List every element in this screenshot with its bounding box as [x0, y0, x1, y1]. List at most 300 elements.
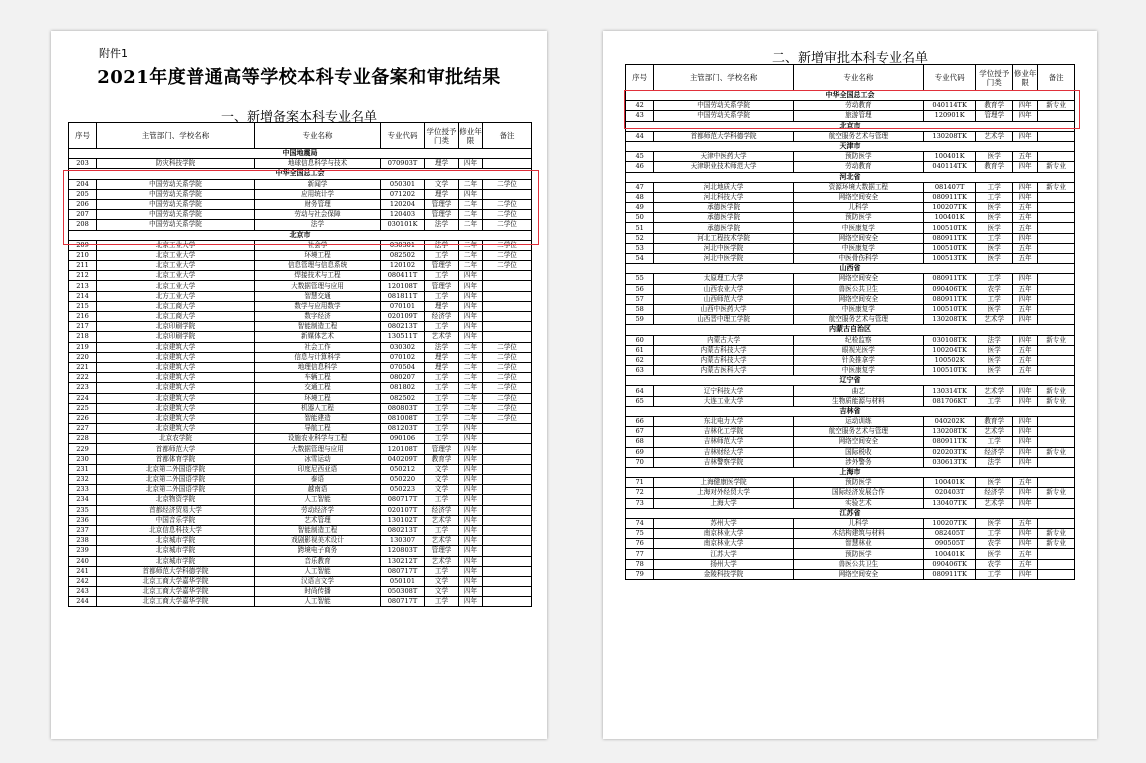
cell-major: 社会工作 [255, 342, 381, 352]
cell-school: 山西农业大学 [654, 284, 794, 294]
cell-index: 242 [69, 576, 97, 586]
cell-degree: 经济学 [976, 447, 1013, 457]
cell-index: 51 [626, 223, 654, 233]
cell-school: 北京工业大学 [97, 281, 255, 291]
column-header: 修业年限 [1013, 65, 1038, 91]
cell-remark [483, 301, 532, 311]
cell-major: 运动训练 [793, 417, 923, 427]
cell-code: 100510TK [923, 304, 975, 314]
column-header: 主管部门、学校名称 [654, 65, 794, 91]
cell-duration: 四年 [1013, 162, 1038, 172]
cell-remark [483, 546, 532, 556]
cell-degree: 法学 [425, 342, 459, 352]
cell-code: 030108TK [923, 335, 975, 345]
cell-school: 北京工业大学 [97, 261, 255, 271]
cell-degree: 理学 [425, 301, 459, 311]
cell-degree: 管理学 [425, 261, 459, 271]
cell-school: 上海大学 [654, 498, 794, 508]
cell-remark: 新专业 [1038, 162, 1075, 172]
table-row [626, 223, 1075, 233]
cell-major: 新闻学 [255, 179, 381, 189]
cell-school: 天津职业技术师范大学 [654, 162, 794, 172]
table-row [626, 355, 1075, 365]
cell-degree: 工学 [425, 291, 459, 301]
cell-index: 70 [626, 457, 654, 467]
cell-duration: 四年 [1013, 131, 1038, 141]
cell-code: 020403T [923, 488, 975, 498]
cell-major: 航空服务艺术与管理 [793, 131, 923, 141]
table-row [626, 457, 1075, 467]
cell-degree: 工学 [425, 566, 459, 576]
cell-school: 北京信息科技大学 [97, 525, 255, 535]
cell-major: 大数据管理与应用 [255, 444, 381, 454]
cell-remark: 二学位 [483, 220, 532, 230]
cell-degree: 艺术学 [425, 332, 459, 342]
group-name: 北京市 [69, 230, 532, 240]
table-row [626, 315, 1075, 325]
table-row [69, 342, 532, 352]
cell-code: 130208TK [923, 315, 975, 325]
table-row [69, 159, 532, 169]
cell-remark [483, 434, 532, 444]
cell-duration: 五年 [1013, 254, 1038, 264]
cell-degree: 工学 [425, 271, 459, 281]
cell-duration: 四年 [1013, 192, 1038, 202]
cell-remark [1038, 518, 1075, 528]
table-row [626, 437, 1075, 447]
cell-duration: 四年 [459, 485, 483, 495]
cell-code: 080911TK [923, 192, 975, 202]
cell-remark [1038, 152, 1075, 162]
table-row [626, 192, 1075, 202]
cell-duration: 二年 [459, 220, 483, 230]
cell-degree: 管理学 [425, 546, 459, 556]
table-row [69, 373, 532, 383]
cell-remark [483, 271, 532, 281]
cell-duration: 四年 [459, 587, 483, 597]
cell-school: 大连工业大学 [654, 396, 794, 406]
table-row [69, 362, 532, 372]
cell-code: 040114TK [923, 162, 975, 172]
cell-duration: 四年 [459, 301, 483, 311]
cell-major: 人工智能 [255, 597, 381, 607]
cell-index: 52 [626, 233, 654, 243]
cell-index: 53 [626, 243, 654, 253]
cell-major: 航空服务艺术与管理 [793, 315, 923, 325]
table-row [69, 271, 532, 281]
cell-school: 北京第二外国语学院 [97, 464, 255, 474]
cell-remark [483, 525, 532, 535]
cell-code: 130314TK [923, 386, 975, 396]
cell-code: 090406TK [923, 284, 975, 294]
table-row [626, 304, 1075, 314]
cell-index: 78 [626, 559, 654, 569]
table-row [69, 485, 532, 495]
cell-school: 首都师范大学科德学院 [654, 131, 794, 141]
cell-code: 080411T [381, 271, 425, 281]
table-row [626, 284, 1075, 294]
cell-remark [483, 424, 532, 434]
group-header-row [626, 264, 1075, 274]
column-header: 专业名称 [793, 65, 923, 91]
cell-school: 北京工商大学嘉华学院 [97, 597, 255, 607]
cell-duration: 二年 [459, 250, 483, 260]
cell-index: 233 [69, 485, 97, 495]
cell-school: 中国劳动关系学院 [97, 179, 255, 189]
table-row [626, 152, 1075, 162]
cell-duration: 五年 [1013, 549, 1038, 559]
cell-code: 120803T [381, 546, 425, 556]
cell-school: 首都师范大学科德学院 [97, 566, 255, 576]
cell-duration: 四年 [459, 291, 483, 301]
cell-code: 050223 [381, 485, 425, 495]
cell-school: 吉林化工学院 [654, 427, 794, 437]
group-name: 中国地震局 [69, 149, 532, 159]
cell-degree: 理学 [425, 159, 459, 169]
table-row [69, 587, 532, 597]
cell-duration: 二年 [459, 362, 483, 372]
cell-major: 网络空间安全 [793, 294, 923, 304]
cell-duration: 四年 [459, 189, 483, 199]
table-row [69, 312, 532, 322]
cell-remark: 新专业 [1038, 101, 1075, 111]
cell-degree: 管理学 [425, 281, 459, 291]
cell-index: 206 [69, 199, 97, 209]
cell-remark [1038, 254, 1075, 264]
table-row [626, 243, 1075, 253]
cell-degree: 管理学 [425, 444, 459, 454]
table-row [69, 464, 532, 474]
cell-duration: 四年 [1013, 294, 1038, 304]
cell-code: 090106 [381, 434, 425, 444]
cell-major: 木结构建筑与材料 [793, 529, 923, 539]
cell-major: 信息与计算科学 [255, 352, 381, 362]
group-name: 山西省 [626, 264, 1075, 274]
cell-major: 应用统计学 [255, 189, 381, 199]
cell-duration: 四年 [1013, 335, 1038, 345]
cell-code: 090505T [923, 539, 975, 549]
cell-remark [1038, 213, 1075, 223]
cell-school: 北京印刷学院 [97, 332, 255, 342]
table-row [69, 525, 532, 535]
group-name: 北京市 [626, 121, 1075, 131]
cell-index: 74 [626, 518, 654, 528]
cell-degree: 工学 [425, 525, 459, 535]
cell-school: 南京林业大学 [654, 529, 794, 539]
cell-school: 北京建筑大学 [97, 352, 255, 362]
table-row [626, 345, 1075, 355]
cell-index: 214 [69, 291, 97, 301]
cell-remark [483, 332, 532, 342]
table-row [626, 203, 1075, 213]
cell-code: 080911TK [923, 294, 975, 304]
cell-code: 100207TK [923, 203, 975, 213]
cell-duration: 四年 [459, 495, 483, 505]
cell-major: 眼视光医学 [793, 345, 923, 355]
cell-school: 山西中医药大学 [654, 304, 794, 314]
cell-degree: 理学 [425, 352, 459, 362]
cell-school: 防灾科技学院 [97, 159, 255, 169]
cell-code: 120102 [381, 261, 425, 271]
cell-code: 130511T [381, 332, 425, 342]
cell-major: 网络空间安全 [793, 233, 923, 243]
cell-duration: 四年 [459, 444, 483, 454]
cell-school: 承德医学院 [654, 203, 794, 213]
table-row [626, 549, 1075, 559]
cell-index: 54 [626, 254, 654, 264]
cell-major: 网络空间安全 [793, 569, 923, 579]
cell-remark [483, 281, 532, 291]
cell-duration: 四年 [1013, 396, 1038, 406]
cell-major: 儿科学 [793, 518, 923, 528]
cell-remark: 二学位 [483, 199, 532, 209]
cell-major: 生物质能源与材料 [793, 396, 923, 406]
table-row [69, 424, 532, 434]
column-header: 学位授予门类 [976, 65, 1013, 91]
cell-remark [1038, 498, 1075, 508]
cell-duration: 五年 [1013, 304, 1038, 314]
cell-code: 081008T [381, 413, 425, 423]
cell-school: 北京工业大学 [97, 250, 255, 260]
cell-school: 首都经济贸易大学 [97, 505, 255, 515]
highlight-box [63, 170, 539, 245]
cell-degree: 工学 [425, 250, 459, 260]
cell-index: 226 [69, 413, 97, 423]
cell-major: 戏剧影视美术设计 [255, 536, 381, 546]
cell-major: 数学与应用数学 [255, 301, 381, 311]
table-row [69, 566, 532, 576]
table-header-row [626, 65, 1075, 91]
cell-index: 59 [626, 315, 654, 325]
cell-code: 020109T [381, 312, 425, 322]
cell-code: 050101 [381, 576, 425, 586]
cell-index: 220 [69, 352, 97, 362]
cell-index: 63 [626, 366, 654, 376]
cell-duration: 二年 [459, 403, 483, 413]
cell-degree: 教育学 [976, 417, 1013, 427]
cell-school: 中国音乐学院 [97, 515, 255, 525]
cell-major: 劳动与社会保障 [255, 210, 381, 220]
cell-degree: 工学 [976, 182, 1013, 192]
cell-school: 山西晋中理工学院 [654, 315, 794, 325]
cell-remark [483, 505, 532, 515]
cell-index: 212 [69, 271, 97, 281]
cell-index: 49 [626, 203, 654, 213]
cell-major: 预防医学 [793, 549, 923, 559]
cell-major: 中医康复学 [793, 366, 923, 376]
cell-duration: 五年 [1013, 284, 1038, 294]
cell-index: 240 [69, 556, 97, 566]
cell-major: 地理信息科学 [255, 362, 381, 372]
cell-duration: 四年 [1013, 315, 1038, 325]
cell-duration: 四年 [459, 525, 483, 535]
cell-index: 43 [626, 111, 654, 121]
table-row [69, 281, 532, 291]
cell-duration: 二年 [459, 373, 483, 383]
cell-duration: 四年 [1013, 386, 1038, 396]
cell-duration: 四年 [459, 424, 483, 434]
document-page-1 [51, 31, 547, 739]
cell-school: 北京第二外国语学院 [97, 475, 255, 485]
cell-major: 中医康复学 [793, 243, 923, 253]
cell-remark [1038, 203, 1075, 213]
table-row [69, 332, 532, 342]
table-row [626, 366, 1075, 376]
table-row [626, 478, 1075, 488]
table-row [626, 335, 1075, 345]
cell-school: 河北中医学院 [654, 243, 794, 253]
cell-school: 吉林财经大学 [654, 447, 794, 457]
cell-major: 涉外警务 [793, 457, 923, 467]
cell-code: 130208TK [923, 427, 975, 437]
cell-remark [1038, 355, 1075, 365]
cell-major: 设施农业科学与工程 [255, 434, 381, 444]
cell-code: 070101 [381, 301, 425, 311]
cell-remark: 新专业 [1038, 539, 1075, 549]
cell-school: 北方工业大学 [97, 291, 255, 301]
cell-school: 太原理工大学 [654, 274, 794, 284]
cell-index: 47 [626, 182, 654, 192]
column-header: 专业代码 [923, 65, 975, 91]
cell-degree: 教育学 [976, 101, 1013, 111]
table-row [626, 569, 1075, 579]
table-row [626, 447, 1075, 457]
cell-index: 211 [69, 261, 97, 271]
cell-code: 080911TK [923, 437, 975, 447]
group-name: 中华全国总工会 [626, 91, 1075, 101]
cell-code: 020107T [381, 505, 425, 515]
cell-index: 55 [626, 274, 654, 284]
cell-duration: 二年 [459, 352, 483, 362]
cell-remark: 二学位 [483, 179, 532, 189]
cell-code: 130102T [381, 515, 425, 525]
cell-index: 205 [69, 189, 97, 199]
cell-duration: 五年 [1013, 478, 1038, 488]
table-row [626, 559, 1075, 569]
cell-school: 承德医学院 [654, 213, 794, 223]
cell-code: 080911TK [923, 233, 975, 243]
cell-degree: 文学 [425, 485, 459, 495]
cell-school: 北京建筑大学 [97, 383, 255, 393]
cell-remark: 新专业 [1038, 529, 1075, 539]
cell-index: 64 [626, 386, 654, 396]
cell-duration: 四年 [1013, 417, 1038, 427]
cell-duration: 五年 [1013, 213, 1038, 223]
column-header: 备注 [483, 123, 532, 149]
cell-index: 219 [69, 342, 97, 352]
cell-remark [1038, 457, 1075, 467]
cell-index: 61 [626, 345, 654, 355]
cell-school: 东北电力大学 [654, 417, 794, 427]
cell-index: 72 [626, 488, 654, 498]
cell-degree: 医学 [976, 478, 1013, 488]
table-row [69, 403, 532, 413]
cell-index: 209 [69, 240, 97, 250]
cell-code: 100513TK [923, 254, 975, 264]
cell-duration: 四年 [1013, 569, 1038, 579]
column-header: 备注 [1038, 65, 1075, 91]
cell-duration: 四年 [459, 271, 483, 281]
cell-code: 050308T [381, 587, 425, 597]
cell-code: 090406TK [923, 559, 975, 569]
cell-major: 人工智能 [255, 495, 381, 505]
cell-degree: 工学 [425, 383, 459, 393]
cell-major: 智能建造 [255, 413, 381, 423]
cell-major: 兽医公共卫生 [793, 559, 923, 569]
cell-remark: 二学位 [483, 362, 532, 372]
cell-remark: 二学位 [483, 403, 532, 413]
cell-duration: 五年 [1013, 345, 1038, 355]
table-row [626, 488, 1075, 498]
cell-degree: 艺术学 [976, 386, 1013, 396]
cell-major: 跨境电子商务 [255, 546, 381, 556]
cell-major: 网络空间安全 [793, 437, 923, 447]
cell-major: 环境工程 [255, 250, 381, 260]
cell-major: 越南语 [255, 485, 381, 495]
cell-code: 100204TK [923, 345, 975, 355]
cell-code: 130212T [381, 556, 425, 566]
cell-code: 080717T [381, 566, 425, 576]
cell-duration: 五年 [1013, 355, 1038, 365]
cell-school: 首都师范大学 [97, 444, 255, 454]
cell-degree: 工学 [976, 294, 1013, 304]
cell-major: 财务管理 [255, 199, 381, 209]
cell-degree: 艺术学 [976, 498, 1013, 508]
cell-major: 预防医学 [793, 213, 923, 223]
table-row [626, 254, 1075, 264]
cell-major: 预防医学 [793, 152, 923, 162]
cell-index: 243 [69, 587, 97, 597]
cell-major: 时尚传播 [255, 587, 381, 597]
cell-index: 230 [69, 454, 97, 464]
cell-code: 080207 [381, 373, 425, 383]
cell-school: 中国劳动关系学院 [97, 199, 255, 209]
attachment-label: 附件1 [99, 47, 128, 60]
cell-degree: 医学 [976, 518, 1013, 528]
cell-degree: 工学 [976, 192, 1013, 202]
cell-degree: 工学 [976, 396, 1013, 406]
cell-major: 针灸推拿学 [793, 355, 923, 365]
cell-duration: 四年 [1013, 101, 1038, 111]
cell-remark [483, 566, 532, 576]
cell-major: 汉语言文学 [255, 576, 381, 586]
cell-remark [1038, 427, 1075, 437]
cell-index: 228 [69, 434, 97, 444]
cell-code: 070102 [381, 352, 425, 362]
cell-school: 中国劳动关系学院 [654, 111, 794, 121]
cell-school: 北京城市学院 [97, 556, 255, 566]
cell-major: 智慧林业 [793, 539, 923, 549]
cell-degree: 医学 [976, 366, 1013, 376]
cell-remark [1038, 294, 1075, 304]
cell-remark [483, 444, 532, 454]
cell-remark: 新专业 [1038, 447, 1075, 457]
group-header-row [626, 325, 1075, 335]
cell-duration: 二年 [459, 413, 483, 423]
cell-code: 081802 [381, 383, 425, 393]
cell-degree: 工学 [976, 529, 1013, 539]
cell-index: 227 [69, 424, 97, 434]
cell-code: 040114TK [923, 101, 975, 111]
cell-school: 吉林师范大学 [654, 437, 794, 447]
cell-code: 100401K [923, 478, 975, 488]
cell-school: 内蒙古科技大学 [654, 355, 794, 365]
group-header-row [626, 508, 1075, 518]
cell-code: 080717T [381, 495, 425, 505]
cell-index: 229 [69, 444, 97, 454]
cell-school: 中国劳动关系学院 [97, 189, 255, 199]
group-header-row [626, 376, 1075, 386]
